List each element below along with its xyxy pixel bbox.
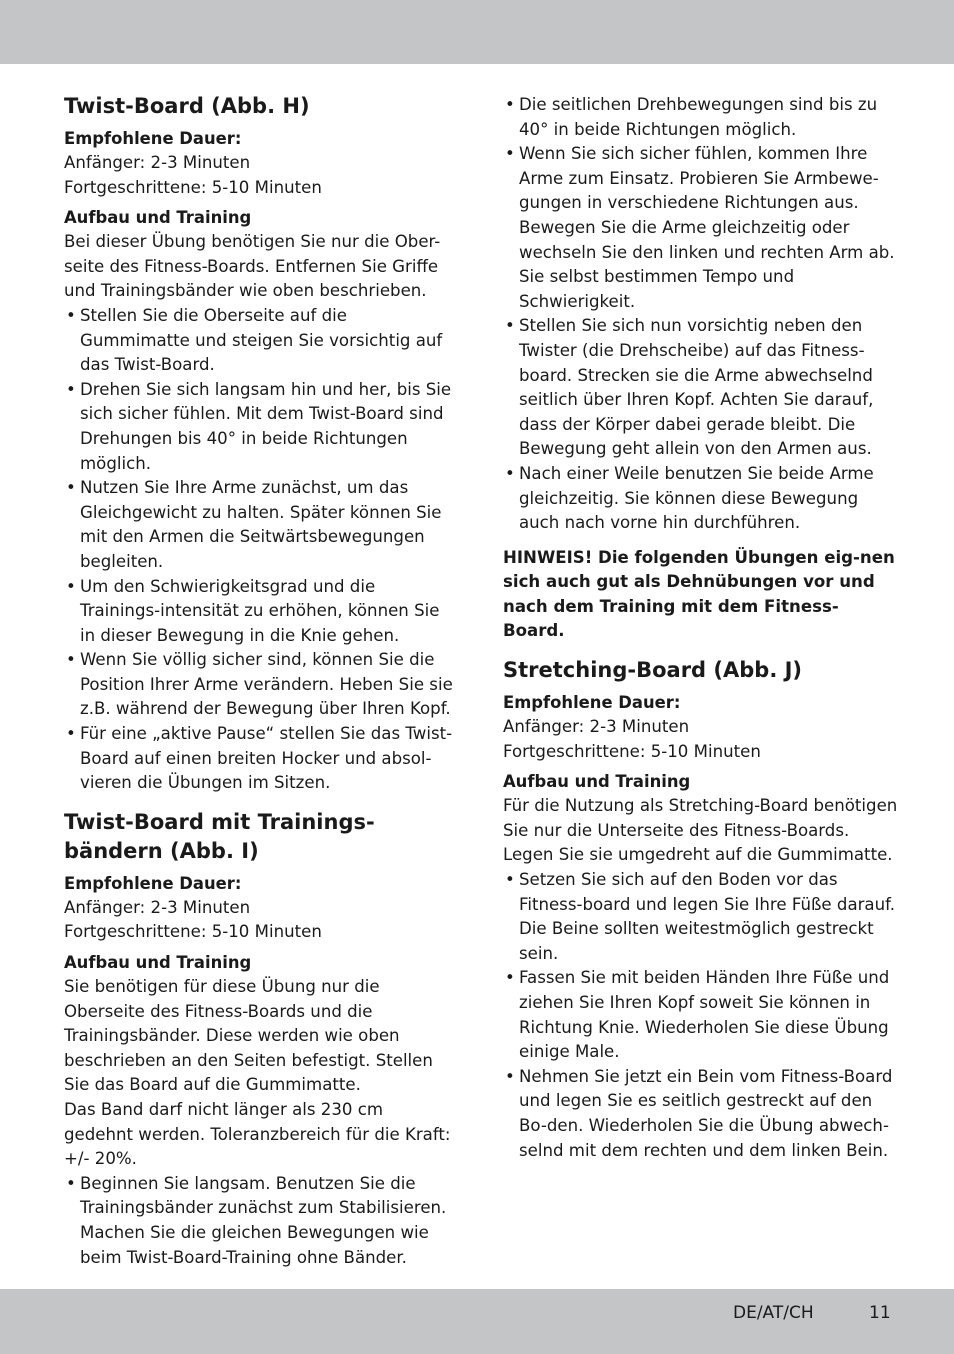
list-item: • Für eine „aktive Pause“ stellen Sie das Twist-Board auf einen breiten Hocker und absol-vieren die Übungen im Sitzen. — [64, 722, 456, 796]
duration-advanced: Fortgeschrittene: 5-10 Minuten — [64, 177, 322, 197]
setup-label: Aufbau und Training — [503, 772, 691, 792]
list-item: • Beginnen Sie langsam. Benutzen Sie die Trainingsbänder zunächst zum Stabilisieren. Machen Sie die gleichen Bewegungen wie beim Twist-Board-Training ohne Bänder. — [64, 1172, 456, 1270]
left-column — [64, 92, 456, 1270]
duration-beginner: Anfänger: 2-3 Minuten — [64, 897, 251, 917]
section-title-twist-board-bands: Twist-Board mit Trainings-bändern (Abb. I) — [64, 809, 375, 863]
intro-text: Für die Nutzung als Stretching-Board benötigen Sie nur die Unterseite des Fitness-Boards. Legen Sie sie umgedreht auf die Gummimatte. — [503, 796, 898, 865]
section-title-twist-board: Twist-Board (Abb. H) — [64, 94, 310, 118]
bullet-list — [503, 868, 898, 1163]
bullet-list — [64, 304, 456, 796]
intro-text: Bei dieser Übung benötigen Sie nur die Ober-seite des Fitness-Boards. Entfernen Sie Griffe und Trainingsbänder wie oben beschrieben. — [64, 232, 441, 301]
list-item: • Drehen Sie sich langsam hin und her, bis Sie sich sicher fühlen. Mit dem Twist-Board sind Drehungen bis 40° in beide Richtungen möglich. — [64, 378, 456, 476]
page-number: 11 — [869, 1303, 891, 1323]
bullet-list — [64, 1172, 456, 1270]
list-item: • Wenn Sie sich sicher fühlen, kommen Ihre Arme zum Einsatz. Probieren Sie Armbewe-gungen in verschiedene Richtungen aus. Bewegen Sie die Arme gleichzeitig oder wechseln Sie den linken und rechten Arm ab. Sie selbst bestimmen Tempo und Schwierigkeit. — [503, 142, 898, 314]
right-column — [503, 93, 898, 1163]
list-item: • Fassen Sie mit beiden Händen Ihre Füße und ziehen Sie Ihren Kopf soweit Sie können in Richtung Knie. Wiederholen Sie diese Übung einige Male. — [503, 966, 898, 1064]
duration-label: Empfohlene Dauer: — [503, 693, 681, 713]
footer-region: DE/AT/CH — [733, 1303, 814, 1323]
duration-beginner: Anfänger: 2-3 Minuten — [64, 153, 251, 172]
band-limit-text: Das Band darf nicht länger als 230 cm gedehnt werden. Toleranzbereich für die Kraft: +/- 20%. — [64, 1100, 451, 1169]
header-band — [0, 0, 954, 64]
duration-label: Empfohlene Dauer: — [64, 129, 242, 148]
intro-text: Sie benötigen für diese Übung nur die Oberseite des Fitness-Boards und die Trainingsbänder. Diese werden wie oben beschrieben an den Seiten befestigt. Stellen Sie das Board auf die Gummimatte. — [64, 977, 433, 1095]
bullet-list — [503, 93, 898, 536]
duration-advanced: Fortgeschrittene: 5-10 Minuten — [503, 741, 761, 761]
duration-beginner: Anfänger: 2-3 Minuten — [503, 717, 690, 737]
list-item: • Stellen Sie die Oberseite auf die Gummimatte und steigen Sie vorsichtig auf das Twist-Board. — [64, 304, 456, 378]
duration-label: Empfohlene Dauer: — [64, 873, 242, 893]
list-item: • Nach einer Weile benutzen Sie beide Arme gleichzeitig. Sie können diese Bewegung auch nach vorne hin durchführen. — [503, 462, 898, 536]
section-title-stretching-board: Stretching-Board (Abb. J) — [503, 658, 803, 683]
setup-label: Aufbau und Training — [64, 208, 252, 228]
list-item: • Stellen Sie sich nun vorsichtig neben den Twister (die Drehscheibe) auf das Fitness-board. Strecken sie die Arme abwechselnd seitlich über Ihren Kopf. Achten Sie darauf, dass der Körper dabei gerade bleibt. Die Bewegung geht allein von den Armen aus. — [503, 314, 898, 462]
list-item: • Wenn Sie völlig sicher sind, können Sie die Position Ihrer Arme verändern. Heben Sie sie z.B. während der Bewegung über Ihren Kopf. — [64, 648, 456, 722]
hint-note: HINWEIS! Die folgenden Übungen eig-nen sich auch gut als Dehnübungen vor und nach dem Training mit dem Fitness-Board. — [503, 547, 895, 641]
list-item: • Die seitlichen Drehbewegungen sind bis zu 40° in beide Richtungen möglich. — [503, 93, 898, 142]
setup-label: Aufbau und Training — [64, 953, 252, 973]
list-item: • Setzen Sie sich auf den Boden vor das Fitness-board und legen Sie Ihre Füße darauf. Die Beine sollten weitestmöglich gestreckt sein. — [503, 868, 898, 966]
list-item: • Nehmen Sie jetzt ein Bein vom Fitness-Board und legen Sie es seitlich gestreckt auf den Bo-den. Wiederholen Sie die Übung abwech-selnd mit dem rechten und dem linken Bein. — [503, 1065, 898, 1163]
list-item: • Um den Schwierigkeitsgrad und die Trainings-intensität zu erhöhen, können Sie in dieser Bewegung in die Knie gehen. — [64, 575, 456, 649]
list-item: • Nutzen Sie Ihre Arme zunächst, um das Gleichgewicht zu halten. Später können Sie mit den Armen die Seitwärtsbewegungen begleiten. — [64, 476, 456, 574]
duration-advanced: Fortgeschrittene: 5-10 Minuten — [64, 922, 322, 942]
